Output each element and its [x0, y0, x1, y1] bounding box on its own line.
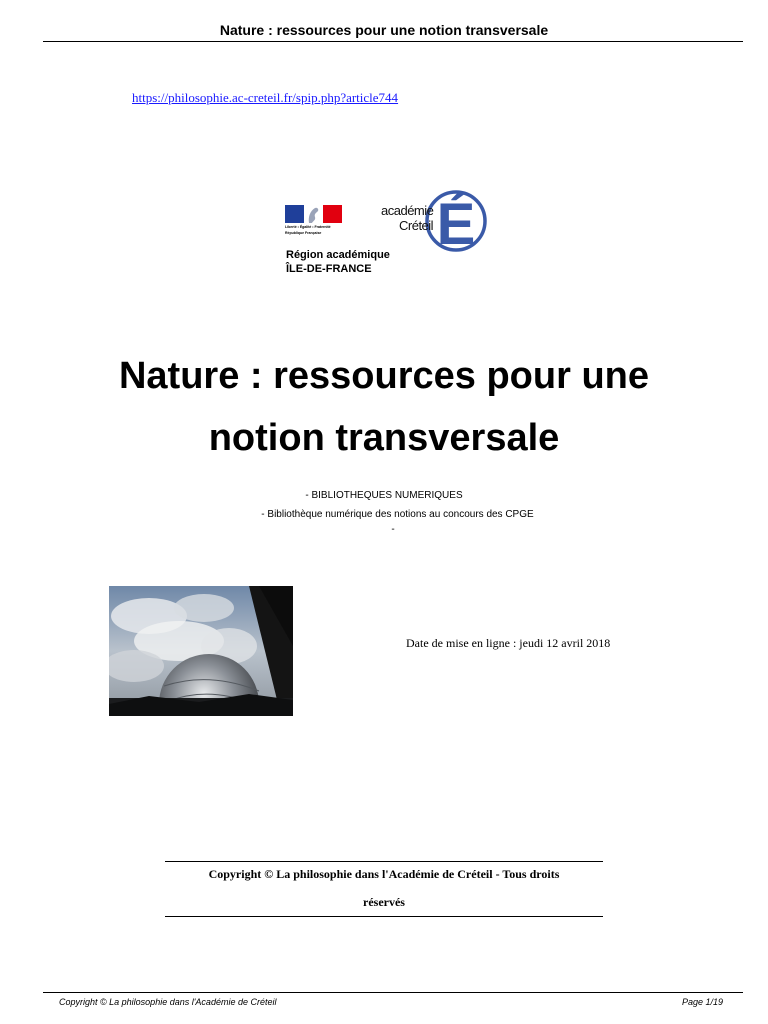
geode-photo: [109, 586, 293, 716]
subtitle-line3: -: [391, 524, 395, 535]
online-date: Date de mise en ligne : jeudi 12 avril 2018: [406, 636, 611, 650]
source-url-link[interactable]: https://philosophie.ac-creteil.fr/spip.php?article744: [132, 90, 399, 105]
running-header: Nature : ressources pour une notion transversale: [219, 22, 549, 38]
copyright-rule-top: [165, 861, 603, 862]
marianne-republic: République Française: [285, 231, 322, 235]
academie-e-letter: É: [436, 192, 476, 254]
footer-divider: [43, 992, 743, 993]
region-academique-text: [286, 248, 390, 276]
document-title: [40, 345, 728, 469]
marianne-logo: [285, 205, 345, 235]
title-line2: notion transversale: [208, 417, 560, 459]
copyright-line1: Copyright © La philosophie dans l'Académie de Créteil - Tous droits: [208, 867, 560, 881]
region-line2: ÎLE-DE-FRANCE: [286, 263, 372, 275]
title-line1: Nature : ressources pour une: [118, 355, 650, 397]
marianne-motto: Liberté • Égalité • Fraternité: [285, 225, 331, 229]
creteil-word: Créteil: [399, 218, 434, 233]
footer-copyright: Copyright © La philosophie dans l'Académie de Créteil: [59, 997, 277, 1007]
subtitle-line2: - Bibliothèque numérique des notions au concours des CPGE: [261, 509, 534, 520]
subtitle-line1: - BIBLIOTHEQUES NUMERIQUES: [305, 490, 463, 501]
region-line1: Région académique: [286, 249, 390, 261]
academie-word: académie: [381, 203, 434, 218]
header-divider: [43, 41, 743, 42]
copyright-line2: réservés: [363, 895, 405, 909]
page-number: Page 1/19: [681, 997, 723, 1007]
copyright-rule-bottom: [165, 916, 603, 917]
french-flag-icon: [285, 205, 342, 223]
